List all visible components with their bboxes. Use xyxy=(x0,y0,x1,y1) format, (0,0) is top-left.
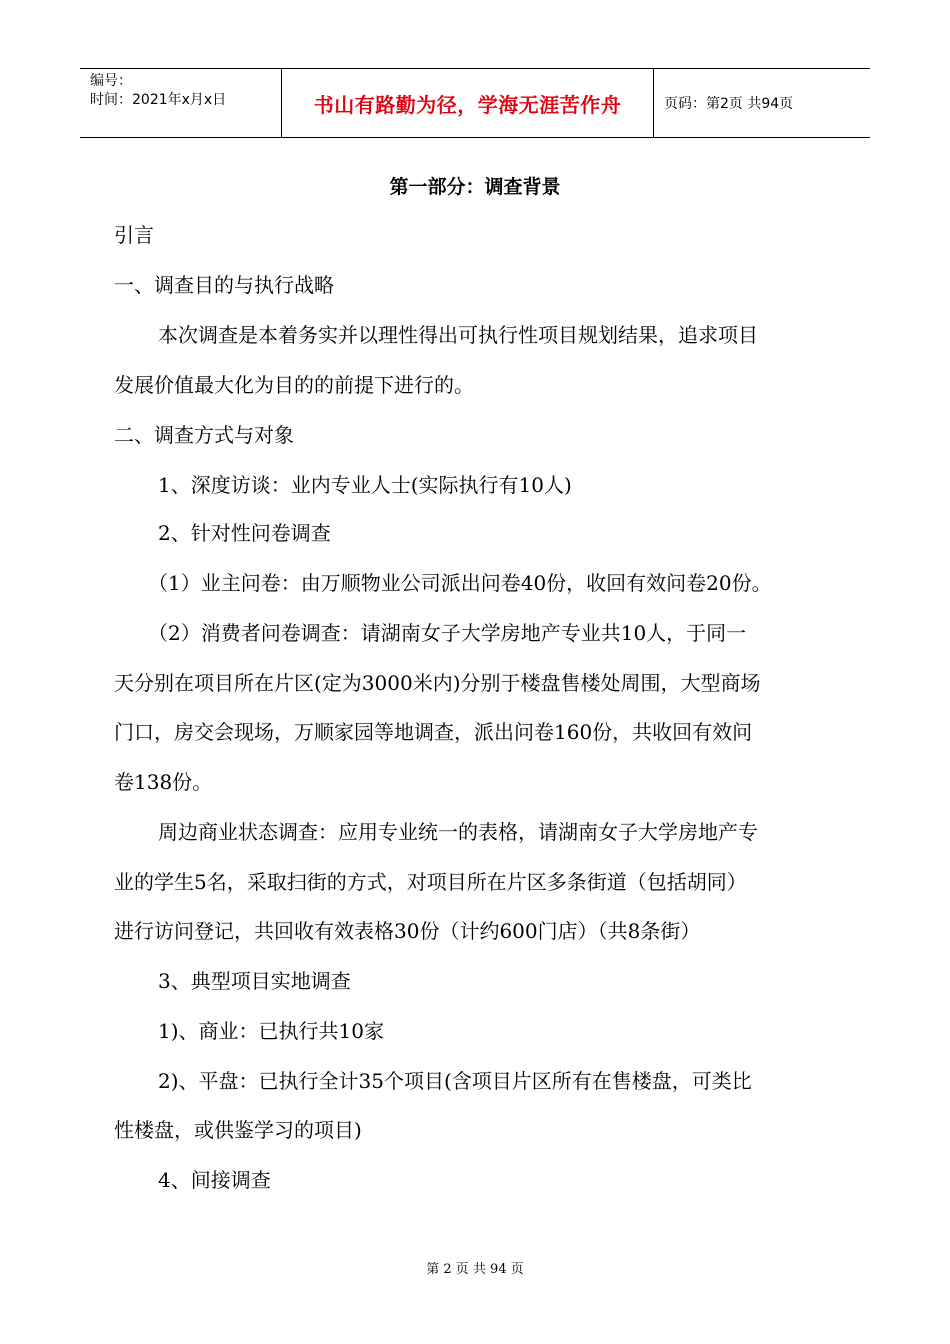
paragraph-line: 1)、商业：已执行共10家 xyxy=(158,1019,384,1043)
paragraph-line: 二、调查方式与对象 xyxy=(114,423,294,447)
paragraph-line: 门口，房交会现场，万顺家园等地调查，派出问卷160份，共收回有效问 xyxy=(114,720,753,744)
paragraph-line: 3、典型项目实地调查 xyxy=(158,969,351,993)
paragraph-line: （1）业主问卷：由万顺物业公司派出问卷40份，收回有效问卷20份。 xyxy=(148,571,772,595)
paragraph-line: 2、针对性问卷调查 xyxy=(158,521,331,545)
document-header xyxy=(80,68,870,138)
paragraph-line: 引言 xyxy=(114,223,154,247)
header-page-info: 页码：第2页 共94页 xyxy=(664,96,794,112)
paragraph-line: 天分别在项目所在片区(定为3000米内)分别于楼盘售楼处周围，大型商场 xyxy=(114,671,761,695)
header-meta-cell xyxy=(80,69,282,137)
header-motto-cell xyxy=(282,69,654,137)
paragraph-line: 业的学生5名，采取扫街的方式，对项目所在片区多条街道（包括胡同） xyxy=(114,870,747,894)
paragraph-line: 本次调查是本着务实并以理性得出可执行性项目规划结果，追求项目 xyxy=(158,323,758,347)
paragraph-line: （2）消费者问卷调查：请湖南女子大学房地产专业共10人，于同一 xyxy=(148,621,747,645)
paragraph-line: 一、调查目的与执行战略 xyxy=(114,273,334,297)
paragraph-line: 性楼盘，或供鉴学习的项目) xyxy=(114,1118,362,1142)
paragraph-line: 发展价值最大化为目的的前提下进行的。 xyxy=(114,373,474,397)
page-footer: 第 2 页 共 94 页 xyxy=(426,1262,524,1277)
header-motto: 书山有路勤为径，学海无涯苦作舟 xyxy=(313,92,622,117)
paragraph-line: 4、间接调查 xyxy=(158,1168,271,1192)
header-page-cell xyxy=(654,69,870,137)
document-number-label: 编号： xyxy=(90,73,132,89)
paragraph-line: 周边商业状态调查：应用专业统一的表格，请湖南女子大学房地产专 xyxy=(158,820,758,844)
paragraph-line: 卷138份。 xyxy=(114,770,213,794)
document-time-label: 时间：2021年x月x日 xyxy=(90,92,227,108)
paragraph-line: 2)、平盘：已执行全计35个项目(含项目片区所有在售楼盘，可类比 xyxy=(158,1069,752,1093)
section-title: 第一部分：调查背景 xyxy=(389,176,561,198)
paragraph-line: 进行访问登记，共回收有效表格30份（计约600门店）（共8条街） xyxy=(114,919,701,943)
paragraph-line: 1、深度访谈：业内专业人士(实际执行有10人) xyxy=(158,473,572,497)
